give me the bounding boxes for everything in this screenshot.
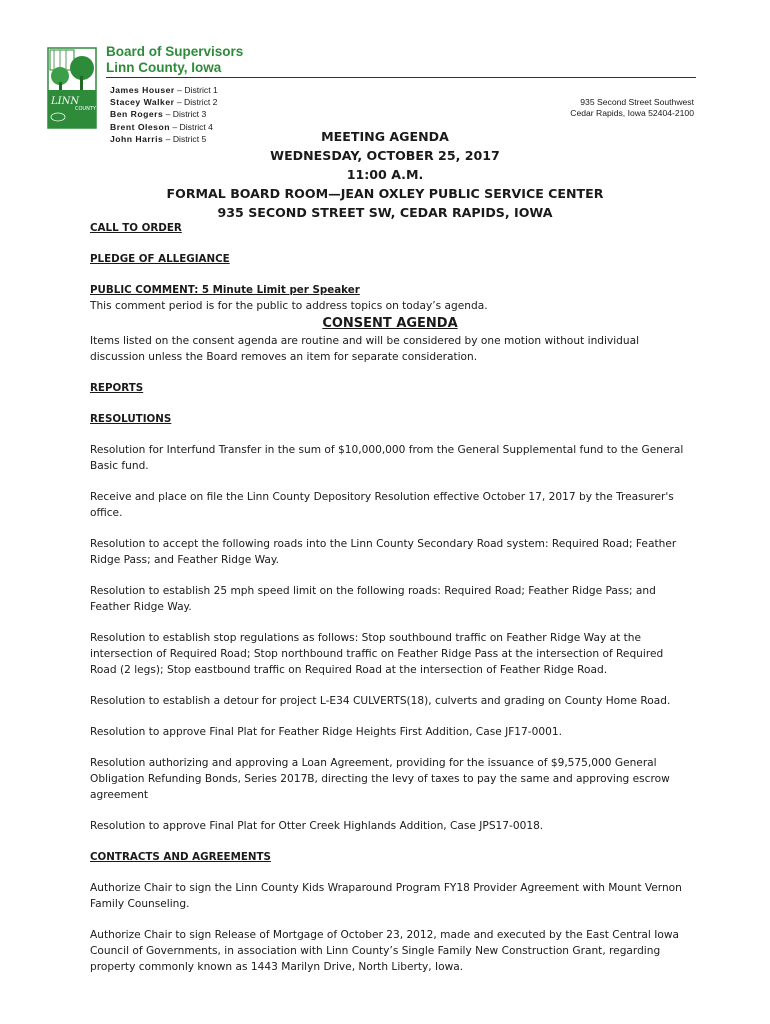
resolution-item: Resolution authorizing and approving a Loan Agreement, providing for the issuance of $9,575,000 General Obligation Refunding Bonds, Series 2017B, directing the levy of taxes to pay the same and approving escrow agreement (90, 757, 670, 801)
member-district: District 5 (172, 133, 207, 144)
resolution-item: Resolution to establish stop regulations as follows: Stop southbound traffic on Feather Ridge Way at the intersection of Required Road; Stop northbound traffic on Feather Ridge Pass at the intersection of Required Road (2 legs); Stop eastbound traffic on Required Road at the intersection of Feather Ridge Road. (90, 632, 664, 676)
reports-heading: REPORTS (90, 382, 144, 394)
member-row: James Houser – District 1 (110, 85, 218, 95)
member-district: District 4 (179, 121, 213, 132)
resolution-item: Resolution to establish 25 mph speed limit on the following roads: Required Road; Feather Ridge Pass; and Feather Ridge Way. (90, 585, 656, 613)
org-title (106, 44, 243, 76)
member-name: James Houser (110, 85, 175, 95)
member-row: Brent Oleson – District 4 (110, 121, 213, 132)
address-line1: 935 Second Street Southwest (580, 97, 694, 107)
pledge-heading: PLEDGE OF ALLEGIANCE (90, 253, 230, 265)
agenda-body (90, 220, 690, 990)
public-comment-heading: PUBLIC COMMENT: 5 Minute Limit per Speaker (90, 284, 360, 296)
member-district: District 3 (172, 109, 207, 120)
meeting-time: 11:00 A.M. (346, 167, 424, 182)
resolution-item: Receive and place on file the Linn County Depository Resolution effective October 17, 2017 by the Treasurer's office. (90, 491, 674, 519)
address-line2: Cedar Rapids, Iowa 52404-2100 (570, 108, 694, 118)
resolution-item: Resolution to approve Final Plat for Feather Ridge Heights First Addition, Case JF17-0001. (90, 726, 562, 738)
contract-item: Authorize Chair to sign the Linn County Kids Wraparound Program FY18 Provider Agreement with Mount Vernon Family Counseling. (90, 882, 682, 910)
member-row: Ben Rogers – District 3 (110, 109, 207, 120)
linn-county-logo (44, 46, 100, 130)
office-address (570, 97, 694, 119)
meeting-address: 935 SECOND STREET SW, CEDAR RAPIDS, IOWA (217, 205, 553, 220)
resolution-item: Resolution to accept the following roads into the Linn County Secondary Road system: Required Road; Feather Ridge Pass; and Feather Ridge Way. (90, 538, 677, 566)
resolution-item: Resolution to approve Final Plat for Otter Creek Highlands Addition, Case JPS17-0018. (90, 820, 544, 832)
meeting-date: WEDNESDAY, OCTOBER 25, 2017 (270, 148, 500, 163)
contracts-heading: CONTRACTS AND AGREEMENTS (90, 851, 271, 863)
logo-county-text: COUNTY (75, 106, 96, 112)
meeting-location: FORMAL BOARD ROOM—JEAN OXLEY PUBLIC SERVICE CENTER (166, 186, 604, 201)
member-name: Brent Oleson (110, 121, 170, 132)
org-title-line2: Linn County, Iowa (106, 60, 222, 75)
member-row: Stacey Walker – District 2 (110, 97, 218, 108)
member-name: Ben Rogers (110, 109, 164, 120)
call-to-order-heading: CALL TO ORDER (90, 222, 182, 234)
public-comment-text: This comment period is for the public to address topics on today’s agenda. (90, 300, 488, 312)
member-district: District 2 (184, 97, 218, 108)
member-name: John Harris (110, 133, 164, 144)
resolutions-heading: RESOLUTIONS (90, 413, 172, 425)
member-district: District 1 (184, 85, 218, 95)
resolution-item: Resolution for Interfund Transfer in the sum of $10,000,000 from the General Supplemental fund to the General Basic fund. (90, 444, 684, 472)
contract-item: Authorize Chair to sign Release of Mortgage of October 23, 2012, made and executed by the East Central Iowa Council of Governments, in association with Linn County’s Single Family New Construction Grant, regarding property commonly known as 1443 Marilyn Drive, North Liberty, Iowa. (90, 929, 679, 973)
org-title-line1: Board of Supervisors (106, 44, 244, 59)
meeting-title: MEETING AGENDA (321, 129, 449, 144)
consent-agenda-title: CONSENT AGENDA (322, 316, 458, 331)
consent-agenda-text: Items listed on the consent agenda are routine and will be considered by one motion without individual discussion unless the Board removes an item for separate consideration. (90, 335, 640, 363)
meeting-heading (90, 127, 680, 222)
resolution-item: Resolution to establish a detour for project L-E34 CULVERTS(18), culverts and grading on County Home Road. (90, 695, 671, 707)
member-name: Stacey Walker (110, 97, 175, 108)
member-row: John Harris – District 5 (110, 133, 207, 144)
header-divider (106, 77, 696, 78)
logo-linn-text: LINN (51, 96, 80, 107)
